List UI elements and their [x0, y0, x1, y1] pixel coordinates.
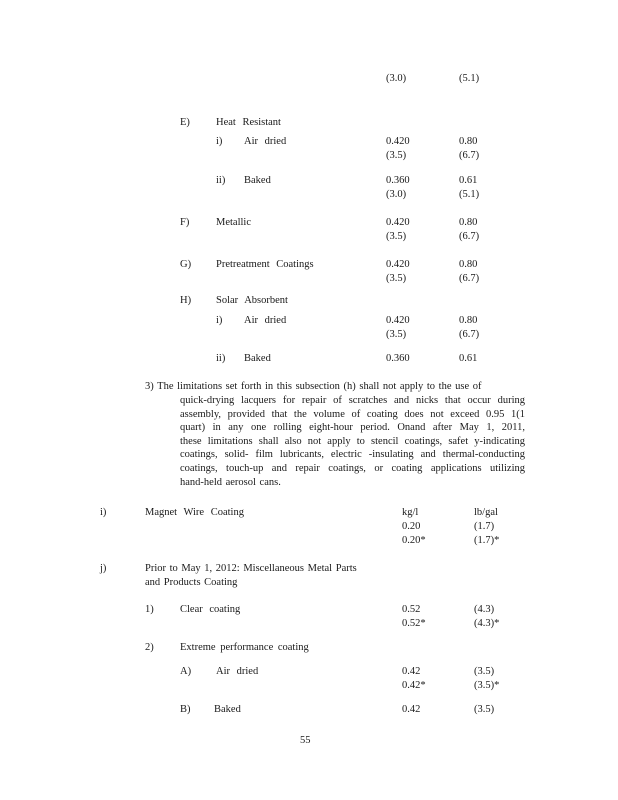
- paragraph-3-line: these limitations shall also not apply to stencil coatings, safet y-indicating: [180, 435, 525, 447]
- section-f-lbgal-2: (6.7): [459, 231, 480, 242]
- section-g-lbgal-2: (6.7): [459, 273, 480, 284]
- section-h-letter: H): [180, 295, 192, 306]
- section-i-lbgal: (1.7): [474, 521, 495, 532]
- section-j-a-lbgal: (3.5): [474, 666, 495, 677]
- section-e-ii-lbgal-2: (5.1): [459, 189, 480, 200]
- paragraph-3-line: coatings, touch-up and repair coatings, or coating applications utilizing: [180, 462, 525, 474]
- section-i-label: i): [100, 507, 107, 518]
- section-i-lbgal-2: (1.7)*: [474, 535, 500, 546]
- unit-lbgal: lb/gal: [474, 507, 498, 518]
- section-j-label: j): [100, 563, 107, 574]
- section-e-i-lbgal: 0.80: [459, 136, 478, 147]
- top-lbgal-value: (5.1): [459, 73, 480, 84]
- section-f-kgl-2: (3.5): [386, 231, 407, 242]
- section-h-ii-name: Baked: [244, 353, 271, 364]
- section-e-ii-name: Baked: [244, 175, 271, 186]
- paragraph-3-line: quick-drying lacquers for repair of scratches and nicks that occur during: [180, 395, 525, 406]
- paragraph-3-line: quart) in any one rolling eight-hour period. Onand after May 1, 2011,: [180, 422, 525, 434]
- section-e-i-name: Air dried: [244, 136, 287, 147]
- section-j-item1-kgl: 0.52: [402, 604, 421, 615]
- section-e-title: Heat Resistant: [216, 117, 281, 128]
- section-j-item2-num: 2): [145, 642, 154, 653]
- section-f-lbgal: 0.80: [459, 217, 478, 228]
- section-j-item2-name: Extreme performance coating: [180, 642, 309, 653]
- section-g-kgl-2: (3.5): [386, 273, 407, 284]
- paragraph-3-line: hand-held aerosol cans.: [180, 476, 281, 488]
- section-g-title: Pretreatment Coatings: [216, 259, 314, 270]
- section-g-lbgal: 0.80: [459, 259, 478, 270]
- section-j-a-lbgal-2: (3.5)*: [474, 680, 500, 691]
- section-j-b-name: Baked: [214, 704, 241, 715]
- section-j-b-label: B): [180, 704, 191, 715]
- section-j-b-lbgal: (3.5): [474, 704, 495, 715]
- section-j-b-kgl: 0.42: [402, 704, 421, 715]
- paragraph-3-body: [180, 394, 525, 489]
- section-i-title: Magnet Wire Coating: [145, 507, 244, 518]
- section-j-a-kgl: 0.42: [402, 666, 421, 677]
- paragraph-3-line: assembly, provided that the volume of coating does not exceed 0.95 1(1: [180, 408, 525, 420]
- section-f-title: Metallic: [216, 217, 251, 228]
- page-number: 55: [300, 735, 311, 746]
- section-g-kgl: 0.420: [386, 259, 410, 270]
- section-h-i-lbgal-2: (6.7): [459, 329, 480, 340]
- section-h-i-lbgal: 0.80: [459, 315, 478, 326]
- section-j-item1-lbgal: (4.3): [474, 604, 495, 615]
- section-i-kgl: 0.20: [402, 521, 421, 532]
- section-j-item1-num: 1): [145, 604, 154, 615]
- section-e-i-lbgal-2: (6.7): [459, 150, 480, 161]
- section-j-item1-name: Clear coating: [180, 604, 241, 615]
- section-e-ii-kgl: 0.360: [386, 175, 410, 186]
- section-g-letter: G): [180, 259, 192, 270]
- paragraph-3-line: coatings, solid- film lubricants, electric -insulating and thermal-conducting: [180, 449, 525, 461]
- section-e-i-label: i): [216, 136, 223, 147]
- section-j-item1-kgl-2: 0.52*: [402, 618, 426, 629]
- section-h-ii-kgl: 0.360: [386, 353, 410, 364]
- section-e-i-kgl: 0.420: [386, 136, 410, 147]
- section-i-kgl-2: 0.20*: [402, 535, 426, 546]
- section-j-item1-lbgal-2: (4.3)*: [474, 618, 500, 629]
- unit-kgl: kg/l: [402, 507, 419, 518]
- section-j-title-line2: and Products Coating: [145, 577, 238, 588]
- paragraph-3-lead: 3) The limitations set forth in this subsection (h) shall not apply to the use of: [145, 381, 482, 392]
- section-h-title: Solar Absorbent: [216, 295, 288, 306]
- section-h-ii-lbgal: 0.61: [459, 353, 478, 364]
- section-e-ii-kgl-2: (3.0): [386, 189, 407, 200]
- section-f-kgl: 0.420: [386, 217, 410, 228]
- section-e-i-kgl-2: (3.5): [386, 150, 407, 161]
- section-j-title-line1: Prior to May 1, 2012: Miscellaneous Metal Parts: [145, 563, 357, 574]
- section-h-ii-label: ii): [216, 353, 226, 364]
- top-kgl-value: (3.0): [386, 73, 407, 84]
- section-e-ii-lbgal: 0.61: [459, 175, 478, 186]
- section-e-ii-label: ii): [216, 175, 226, 186]
- section-h-i-kgl: 0.420: [386, 315, 410, 326]
- section-h-i-label: i): [216, 315, 223, 326]
- section-h-i-kgl-2: (3.5): [386, 329, 407, 340]
- section-f-letter: F): [180, 217, 190, 228]
- section-j-a-label: A): [180, 666, 192, 677]
- section-j-a-kgl-2: 0.42*: [402, 680, 426, 691]
- section-j-a-name: Air dried: [216, 666, 259, 677]
- section-e-letter: E): [180, 117, 190, 128]
- section-h-i-name: Air dried: [244, 315, 287, 326]
